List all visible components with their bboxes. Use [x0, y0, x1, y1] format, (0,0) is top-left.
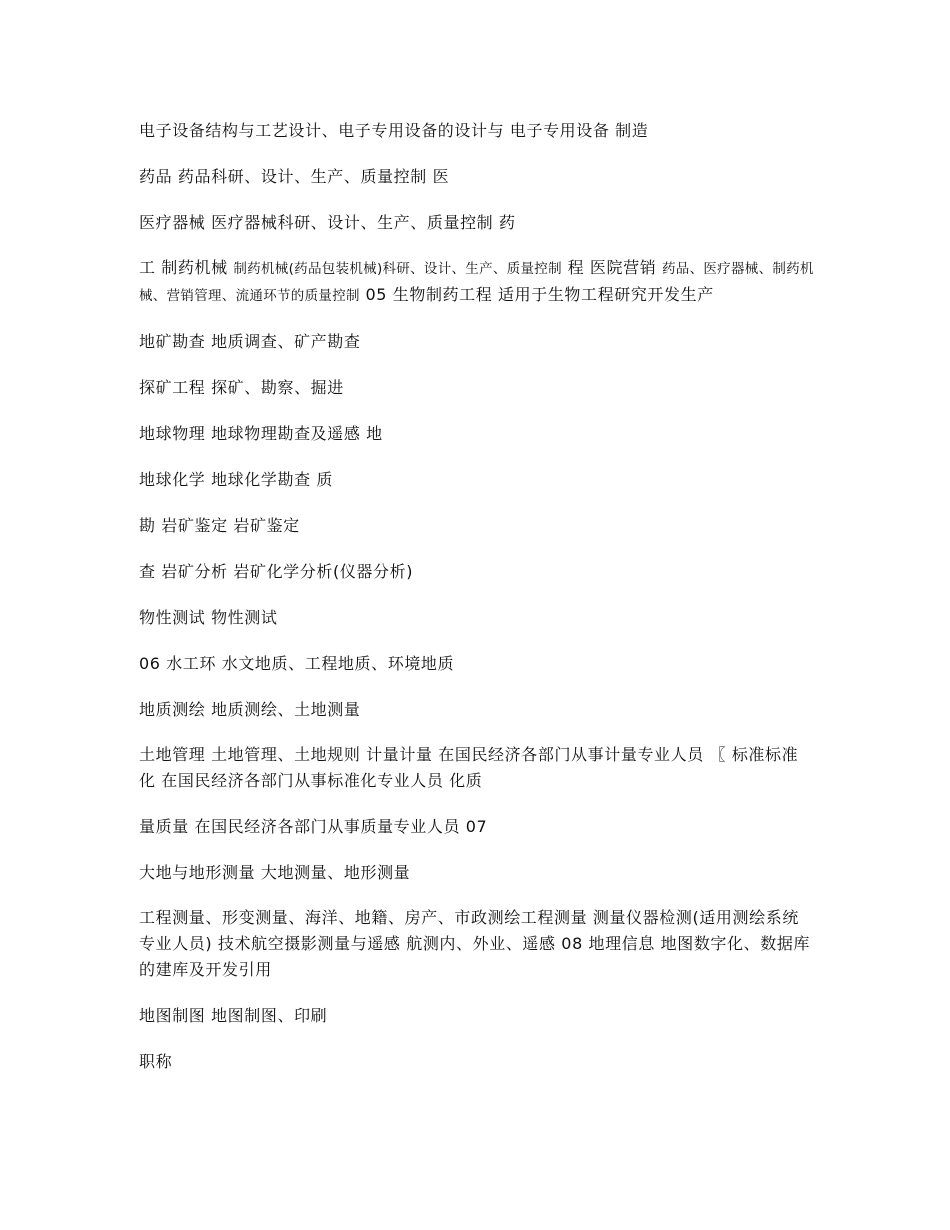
- paragraph-4: [139, 255, 814, 309]
- paragraph-4-small-2: 药品、医疗器械、制药机械、营销管理、流通环节的质量控制: [139, 261, 814, 304]
- paragraph-7: 地球物理 地球物理勘查及遥感 地: [139, 424, 383, 443]
- paragraph-4-small-1: 制药机械(药品包装机械)科研、设计、生产、质量控制: [233, 261, 562, 277]
- paragraph-19: 职称: [139, 1052, 173, 1071]
- paragraph-8: 地球化学 地球化学勘查 质: [139, 470, 333, 489]
- paragraph-18: 地图制图 地图制图、印刷: [139, 1006, 328, 1025]
- paragraph-3: 医疗器械 医疗器械科研、设计、生产、质量控制 药: [139, 213, 516, 232]
- paragraph-12: 06 水工环 水文地质、工程地质、环境地质: [139, 654, 455, 673]
- paragraph-4-part-2: 程 医院营销: [561, 258, 662, 277]
- paragraph-5: 地矿勘查 地质调查、矿产勘查: [139, 332, 361, 351]
- paragraph-11: 物性测试 物性测试: [139, 608, 278, 627]
- paragraph-4-part-3: 05 生物制药工程 适用于生物工程研究开发生产: [359, 285, 714, 304]
- paragraph-10: 查 岩矿分析 岩矿化学分析(仪器分析): [139, 562, 414, 581]
- document-page: [139, 117, 814, 1094]
- paragraph-14: 土地管理 土地管理、土地规则 计量计量 在国民经济各部门从事计量专业人员 〖 标准标准化 在国民经济各部门从事标准化专业人员 化质: [139, 745, 799, 790]
- paragraph-15: 量质量 在国民经济各部门从事质量专业人员 07: [139, 817, 488, 836]
- paragraph-1: 电子设备结构与工艺设计、电子专用设备的设计与 电子专用设备 制造: [139, 121, 649, 140]
- paragraph-13: 地质测绘 地质测绘、土地测量: [139, 700, 361, 719]
- paragraph-4-part-1: 工 制药机械: [139, 258, 234, 277]
- paragraph-9: 勘 岩矿鉴定 岩矿鉴定: [139, 516, 300, 535]
- paragraph-6: 探矿工程 探矿、勘察、掘进: [139, 378, 344, 397]
- paragraph-2: 药品 药品科研、设计、生产、质量控制 医: [139, 167, 450, 186]
- paragraph-17: 工程测量、形变测量、海洋、地籍、房产、市政测绘工程测量 测量仪器检测(适用测绘系统专业人员) 技术航空摄影测量与遥感 航测内、外业、遥感 08 地理信息 地图数字化、数据库的建库及开发引用: [139, 908, 811, 979]
- paragraph-16: 大地与地形测量 大地测量、地形测量: [139, 863, 411, 882]
